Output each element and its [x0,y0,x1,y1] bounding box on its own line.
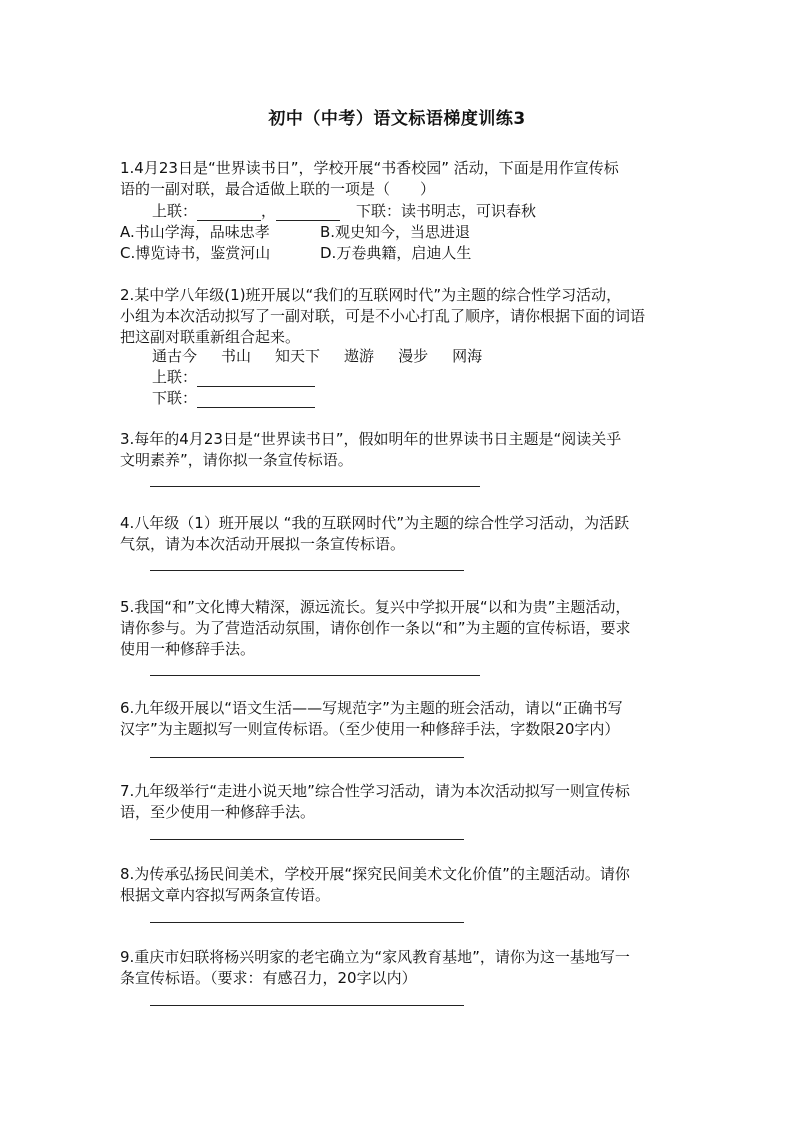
q2-word: 通古今 [152,347,198,365]
q5-line-2: 请你参与。为了营造活动氛围，请你创作一条以“和”为主题的宣传标语，要求 [120,619,631,637]
q1-upper-label: 上联： [152,202,198,220]
q2-word: 漫步 [398,347,429,365]
q1-comma: ， [261,202,277,220]
q2-word: 书山 [221,347,252,365]
q7-answer-line[interactable] [150,839,464,840]
q4-line-1: 4.八年级（1）班开展以 “我的互联网时代”为主题的综合性学习活动，为活跃 [120,514,630,532]
q1-couplet-row [152,201,536,221]
q6-line-1: 6.九年级开展以“语文生活——写规范字”为主题的班会活动，请以“正确书写 [120,699,623,717]
q9-line-2: 条宣传标语。（要求：有感召力，20字以内） [120,969,417,987]
q6-answer-line[interactable] [150,757,464,758]
q2-lower-row [152,388,315,408]
q1-option-b[interactable]: B.观史知今，当思进退 [320,223,471,241]
q1-lower-couplet: 下联：读书明志，可识春秋 [356,202,537,220]
q3-line-2: 文明素养”，请你拟一条宣传标语。 [120,451,353,469]
q2-line-3: 把这副对联重新组合起来。 [120,328,301,346]
q1-upper-blank-2[interactable] [276,204,340,221]
q1-line-1: 1.4月23日是“世界读书日”，学校开展“书香校园” 活动，下面是用作宣传标 [120,159,619,177]
q2-word: 遨游 [344,347,375,365]
q6-line-2: 汉字”为主题拟写一则宣传标语。（至少使用一种修辞手法，字数限20字内） [120,720,620,738]
q2-line-2: 小组为本次活动拟写了一副对联，可是不小心打乱了顺序，请你根据下面的词语 [120,307,646,325]
q1-option-a[interactable]: A.书山学海，品味忠孝 [120,223,270,241]
q5-line-1: 5.我国“和”文化博大精深，源远流长。复兴中学拟开展“以和为贵”主题活动， [120,598,631,616]
q1-line-2: 语的一副对联，最合适做上联的一项是（ ） [120,180,436,198]
q3-line-1: 3.每年的4月23日是“世界读书日”，假如明年的世界读书日主题是“阅读关乎 [120,430,622,448]
q8-line-1: 8.为传承弘扬民间美术，学校开展“探究民间美术文化价值”的主题活动。请你 [120,865,630,883]
q1-upper-blank-1[interactable] [197,204,261,221]
q5-line-3: 使用一种修辞手法。 [120,640,256,658]
q4-line-2: 气氛，请为本次活动开展拟一条宣传标语。 [120,535,406,553]
q8-line-2: 根据文章内容拟写两条宣传语。 [120,886,331,904]
q2-lower-label: 下联： [152,389,198,407]
page-title: 初中（中考）语文标语梯度训练3 [268,109,526,129]
q1-option-d[interactable]: D.万卷典籍，启迪人生 [320,244,472,262]
q7-line-1: 7.九年级举行“走进小说天地”综合性学习活动，请为本次活动拟写一则宣传标 [120,782,630,800]
q2-word: 知天下 [275,347,321,365]
q9-answer-line[interactable] [150,1005,464,1006]
q2-word: 网海 [452,347,483,365]
q2-lower-answer-line[interactable] [197,391,315,408]
q5-answer-line[interactable] [150,675,480,676]
q2-upper-row [152,367,315,387]
q8-answer-line[interactable] [150,922,464,923]
q4-answer-line[interactable] [150,570,464,571]
q1-option-c[interactable]: C.博览诗书，鉴赏河山 [120,244,271,262]
q2-line-1: 2.某中学八年级(1)班开展以“我们的互联网时代”为主题的综合性学习活动， [120,286,622,304]
q9-line-1: 9.重庆市妇联将杨兴明家的老宅确立为“家风教育基地”，请你为这一基地写一 [120,948,630,966]
q3-answer-line[interactable] [150,486,480,487]
q2-word-list [152,346,506,366]
q2-upper-answer-line[interactable] [197,370,315,387]
q7-line-2: 语，至少使用一种修辞手法。 [120,803,316,821]
q2-upper-label: 上联： [152,368,198,386]
